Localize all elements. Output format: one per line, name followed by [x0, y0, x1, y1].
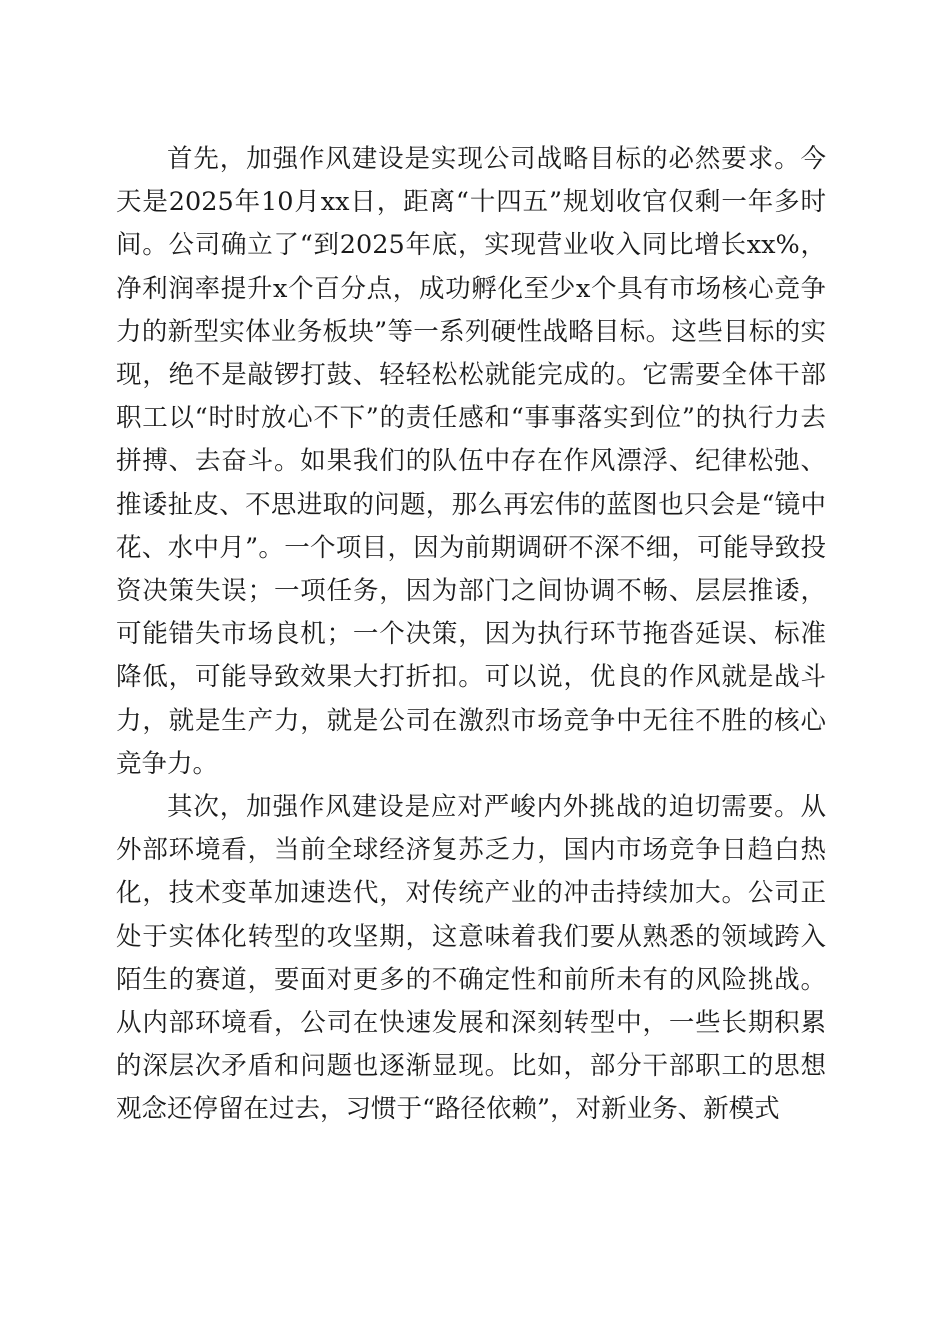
document-body — [116, 138, 826, 1132]
paragraph-challenges: 其次，加强作风建设是应对严峻内外挑战的迫切需要。从外部环境看，当前全球经济复苏乏力，国内市场竞争日趋白热化，技术变革加速迭代，对传统产业的冲击持续加大。公司正处于实体化转型的攻坚期，这意味着我们要从熟悉的领域跨入陌生的赛道，要面对更多的不确定性和前所未有的风险挑战。从内部环境看，公司在快速发展和深刻转型中，一些长期积累的深层次矛盾和问题也逐渐显现。比如，部分干部职工的思想观念还停留在过去，习惯于“路径依赖”，对新业务、新模式 — [116, 792, 826, 1125]
paragraph-strategic-goals: 首先，加强作风建设是实现公司战略目标的必然要求。今天是2025年10月xx日，距离“十四五”规划收官仅剩一年多时间。公司确立了“到2025年底，实现营业收入同比增长xx%，净利润率提升x个百分点，成功孵化至少x个具有市场核心竞争力的新型实体业务板块”等一系列硬性战略目标。这些目标的实现，绝不是敲锣打鼓、轻轻松松就能完成的。它需要全体干部职工以“时时放心不下”的责任感和“事事落实到位”的执行力去拼搏、去奋斗。如果我们的队伍中存在作风漂浮、纪律松弛、推诿扯皮、不思进取的问题，那么再宏伟的蓝图也只会是“镜中花、水中月”。一个项目，因为前期调研不深不细，可能导致投资决策失误；一项任务，因为部门之间协调不畅、层层推诿，可能错失市场良机；一个决策，因为执行环节拖沓延误、标准降低，可能导致效果大打折扣。可以说，优良的作风就是战斗力，就是生产力，就是公司在激烈市场竞争中无往不胜的核心竞争力。 — [116, 144, 826, 779]
